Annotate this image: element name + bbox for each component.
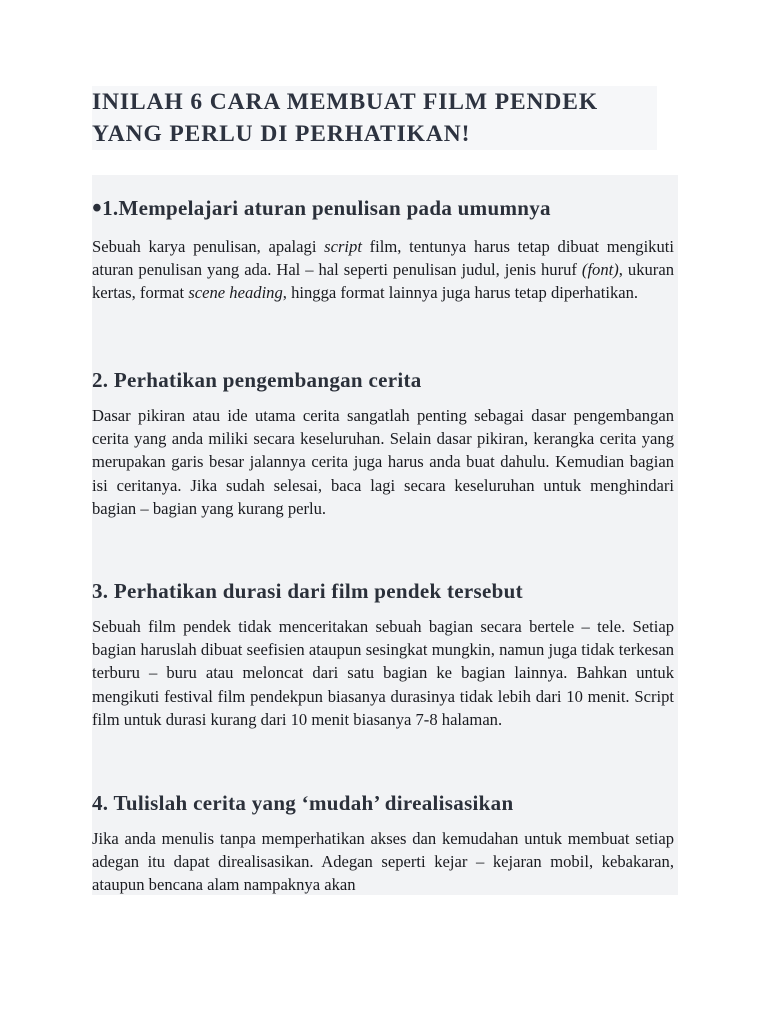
italic-term-scene-heading: scene heading (188, 283, 283, 303)
section-4-body: Jika anda menulis tanpa memperhatikan akses dan kemudahan untuk membuat setiap adegan itu dapat direalisasikan. Adegan seperti kejar – kejaran mobil, kebakaran, ataupun bencana alam nampaknya akan (92, 829, 674, 895)
section-2 (92, 368, 674, 520)
section-3-body: Sebuah film pendek tidak menceritakan sebuah bagian secara bertele – tele. Setiap bagian haruslah dibuat seefisien ataupun sesingkat mungkin, namun juga tidak terkesan terburu – buru atau meloncat dari satu bagian ke bagian lainnya. Bahkan untuk mengikuti festival film pendekpun biasanya durasinya tidak lebih dari 10 menit. Script film untuk durasi kurang dari 10 menit biasanya 7-8 halaman. (92, 617, 674, 729)
italic-term-font: (font) (581, 260, 619, 280)
bullet-icon: • (92, 193, 103, 224)
page-title-line-2: YANG PERLU DI PERHATIKAN! (92, 121, 471, 147)
section-1 (92, 195, 674, 305)
body-text-run: , hingga format lainnya juga harus tetap diperhatikan. (282, 283, 639, 303)
section-3 (92, 579, 674, 731)
section-2-heading: 2. Perhatikan pengembangan cerita (92, 368, 422, 392)
section-3-heading: 3. Perhatikan durasi dari film pendek tersebut (92, 579, 523, 603)
section-2-body: Dasar pikiran atau ide utama cerita sangatlah penting sebagai dasar pengembangan cerita yang anda miliki secara keseluruhan. Selain dasar pikiran, kerangka cerita yang merupakan garis besar jalannya cerita juga harus anda buat dahulu. Kemudian bagian isi ceritanya. Jika sudah selesai, baca lagi secara keseluruhan untuk menghindari bagian – bagian yang kurang perlu. (92, 406, 674, 518)
section-1-heading (92, 195, 674, 223)
article-content (92, 175, 678, 895)
page-title (92, 86, 657, 150)
section-1-body (92, 235, 674, 305)
section-4-heading: 4. Tulislah cerita yang ‘mudah’ direalisasikan (92, 791, 514, 815)
body-text-run: Sebuah karya penulisan, apalagi (92, 237, 325, 256)
body-text-run: , ukuran kertas, format (92, 260, 674, 303)
italic-term-script: script (324, 237, 362, 256)
section-1-heading-text: 1.Mempelajari aturan penulisan pada umumnya (102, 196, 551, 220)
body-text-run: film, tentunya harus tetap dibuat mengikuti aturan penulisan yang ada. Hal – hal seperti penulisan judul, jenis huruf (92, 237, 674, 280)
section-4 (92, 791, 674, 897)
page-title-line-1: INILAH 6 CARA MEMBUAT FILM PENDEK (92, 89, 599, 115)
